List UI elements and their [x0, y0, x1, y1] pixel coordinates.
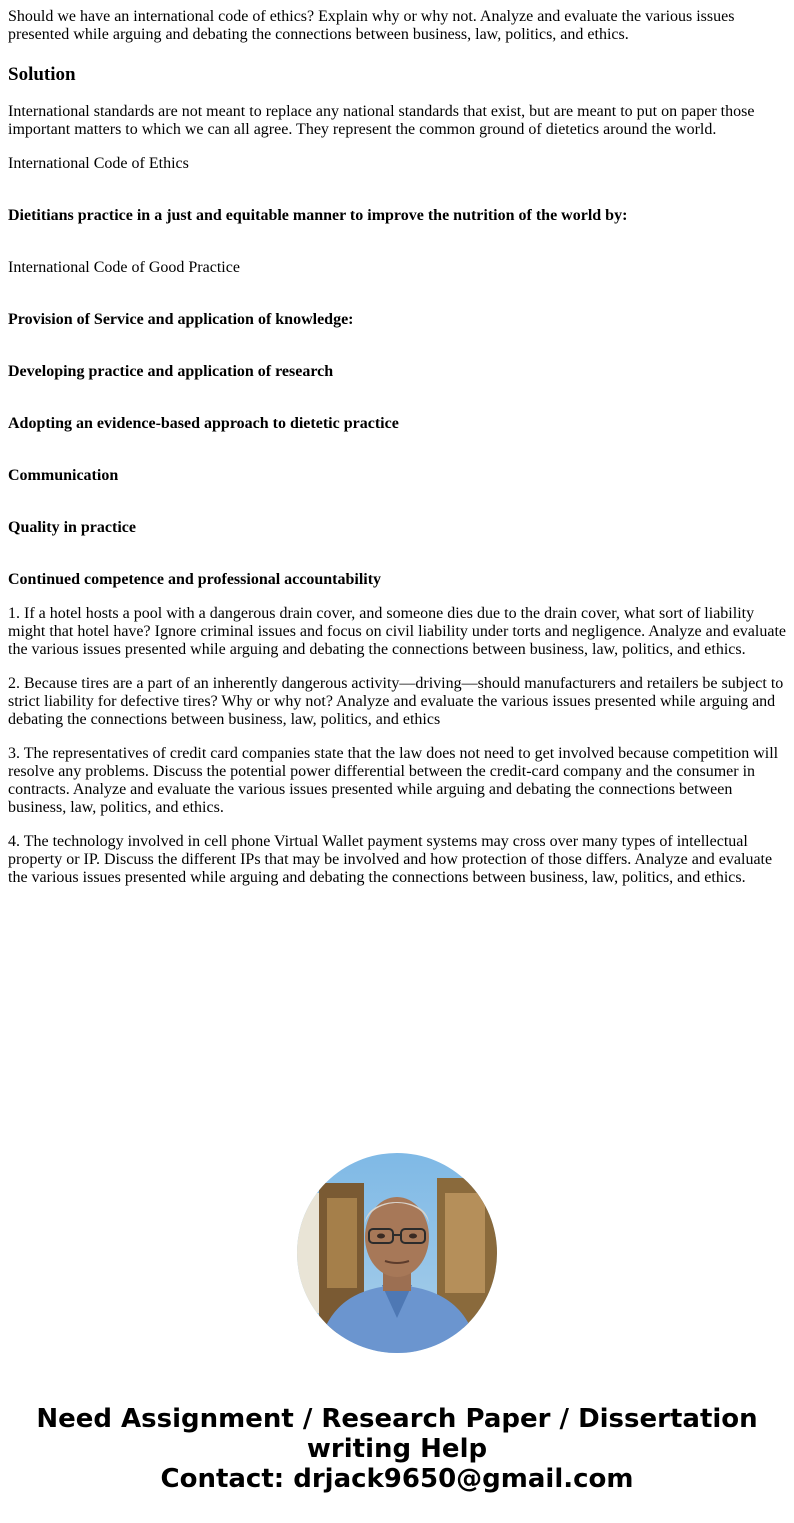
good-practice-item: Provision of Service and application of knowledge:	[8, 311, 354, 328]
good-practice-item: Quality in practice	[8, 519, 136, 536]
author-avatar	[297, 1153, 497, 1353]
good-practice-title: International Code of Good Practice	[8, 259, 240, 276]
footer-help-line: Need Assignment / Research Paper / Dissertation writing Help	[36, 1404, 758, 1464]
main-question: Should we have an international code of ethics? Explain why or why not. Analyze and evaluate the various issues presented while arguing and debating the connections between business, law, politics, and ethics.	[8, 8, 735, 43]
dietitians-line: Dietitians practice in a just and equitable manner to improve the nutrition of the world by:	[8, 207, 628, 224]
question-item: 3. The representatives of credit card companies state that the law does not need to get involved because competition will resolve any problems. Discuss the potential power differential between the credit-card company and the consumer in contracts. Analyze and evaluate the various issues presented while arguing and debating the connections between business, law, politics, and ethics.	[8, 745, 779, 816]
author-portrait-image	[297, 1153, 497, 1353]
document-body	[8, 0, 788, 887]
good-practice-item: Communication	[8, 467, 119, 484]
footer-contact-line: Contact: drjack9650@gmail.com	[160, 1464, 634, 1494]
question-item: 1. If a hotel hosts a pool with a dangerous drain cover, and someone dies due to the drain cover, what sort of liability might that hotel have? Ignore criminal issues and focus on civil liability under torts and negligence. Analyze and evaluate the various issues presented while arguing and debating the connections between business, law, politics, and ethics.	[8, 605, 786, 658]
good-practice-item: Continued competence and professional accountability	[8, 571, 382, 588]
good-practice-item: Developing practice and application of research	[8, 363, 334, 380]
intro-paragraph: International standards are not meant to replace any national standards that exist, but are meant to put on paper those important matters to which we can all agree. They represent the common ground of dietetics around the world.	[8, 103, 755, 138]
question-item: 4. The technology involved in cell phone Virtual Wallet payment systems may cross over many types of intellectual property or IP. Discuss the different IPs that may be involved and how protection of those differs. Analyze and evaluate the various issues presented while arguing and debating the connections between business, law, politics, and ethics.	[8, 833, 773, 886]
solution-heading: Solution	[8, 64, 76, 85]
footer-banner	[0, 1404, 794, 1494]
good-practice-item: Adopting an evidence-based approach to dietetic practice	[8, 415, 399, 432]
question-item: 2. Because tires are a part of an inherently dangerous activity—driving—should manufacturers and retailers be subject to strict liability for defective tires? Why or why not? Analyze and evaluate the various issues presented while arguing and debating the connections between business, law, politics, and ethics	[8, 675, 784, 728]
code-of-ethics-title: International Code of Ethics	[8, 155, 189, 172]
